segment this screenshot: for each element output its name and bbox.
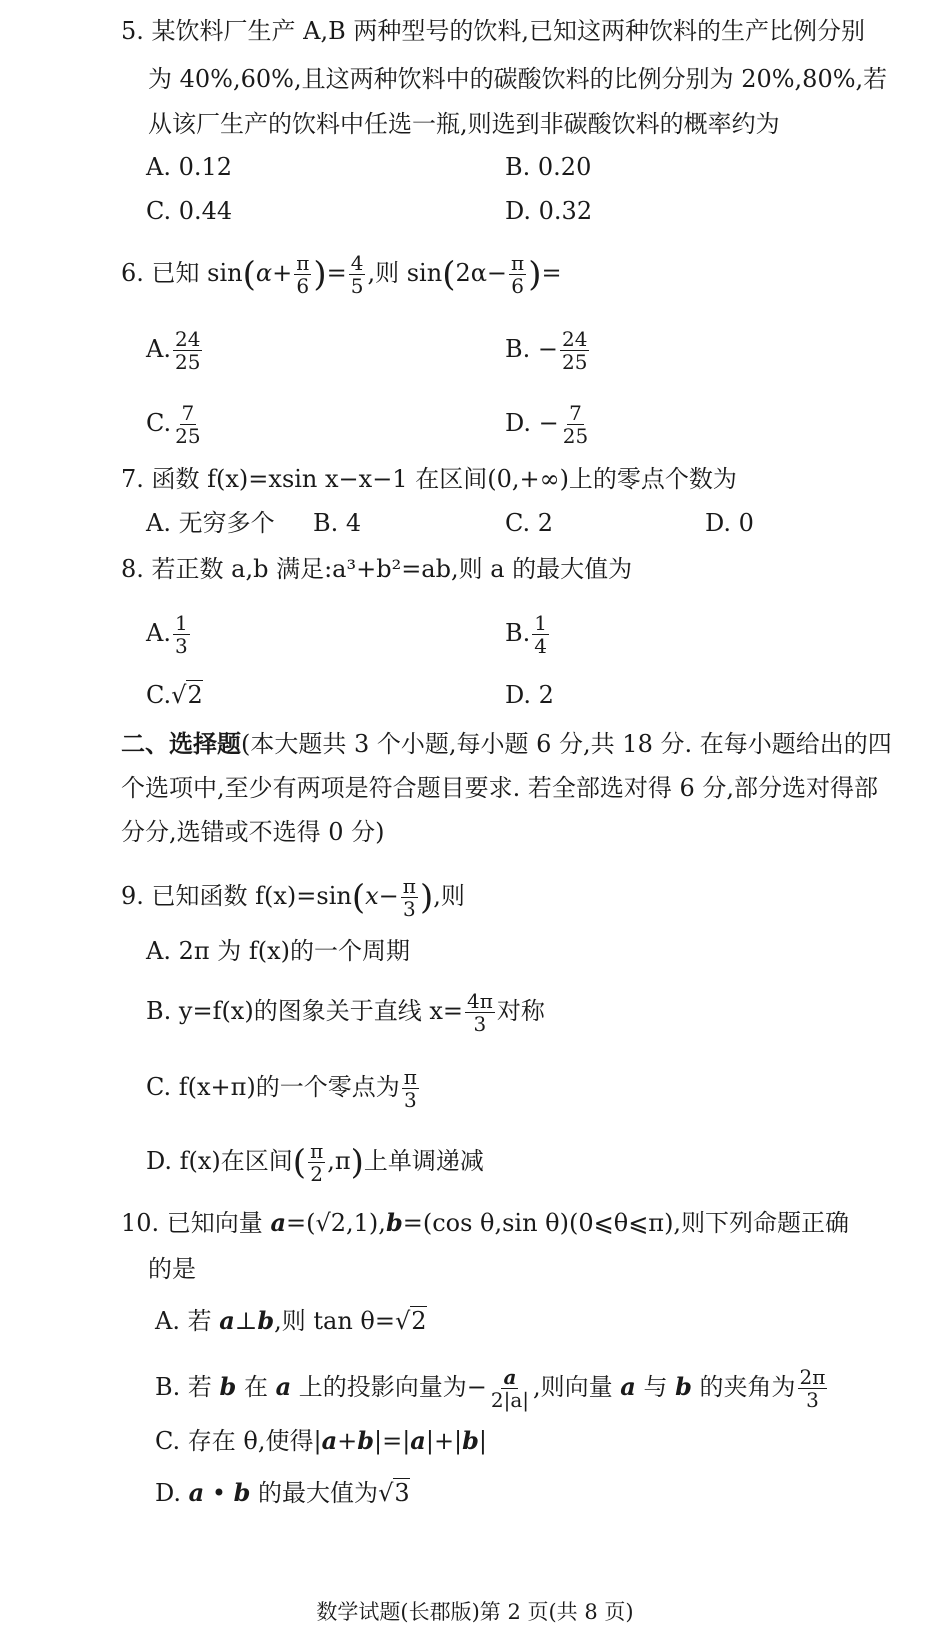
q10-option-b: B. 若 b 在 a 上的投影向量为− $\frac{a}{2|a|}$ ,则向量 a 与 b 的夹角为 $\frac{2\pi}{3}$ xyxy=(155,1365,826,1412)
q5-line1: 5. 某饮料厂生产 A,B 两种型号的饮料,已知这两种饮料的生产比例分别 xyxy=(121,17,866,45)
q8-option-b: B. $\frac{1}{4}$ xyxy=(505,611,547,658)
q10-option-a: A. 若 a⊥b,则 tan θ=√2 xyxy=(155,1306,427,1335)
q5-option-d: D. 0.32 xyxy=(505,197,593,225)
q8-option-d: D. 2 xyxy=(505,681,554,709)
q5-line3: 从该厂生产的饮料中任选一瓶,则选到非碳酸饮料的概率约为 xyxy=(148,110,780,138)
q6-stem: 6. 已知 sin(α+ $\frac{\pi}{6}$ )= $\frac{4}{5}$ ,则 sin(2α− $\frac{\pi}{6}$ )= xyxy=(121,251,562,298)
q7-option-d: D. 0 xyxy=(705,509,754,537)
q9-option-b: B. y=f(x)的图象关于直线 x= $\frac{4\pi}{3}$ 对称 xyxy=(146,989,545,1036)
q8-stem: 8. 若正数 a,b 满足:a³+b²=ab,则 a 的最大值为 xyxy=(121,555,633,583)
q6-option-d: D. − $\frac{7}{25}$ xyxy=(505,401,589,448)
q6-option-b: B. − $\frac{24}{25}$ xyxy=(505,327,588,374)
section2-header: 二、选择题(本大题共 3 个小题,每小题 6 分,共 18 分. 在每小题给出的四 xyxy=(121,729,892,758)
q8-option-a: A. $\frac{1}{3}$ xyxy=(146,611,188,658)
q10-line2: 的是 xyxy=(148,1255,196,1283)
q9-option-d: D. f(x)在区间( $\frac{\pi}{2}$ ,π)上单调递减 xyxy=(146,1139,484,1186)
q8-option-c: C.√2 xyxy=(146,681,203,709)
q6-option-a: A. $\frac{24}{25}$ xyxy=(146,327,201,374)
section2-title: 二、选择题 xyxy=(121,729,241,758)
q10-option-c: C. 存在 θ,使得|a+b|=|a|+|b| xyxy=(155,1426,488,1455)
q5-option-c: C. 0.44 xyxy=(146,197,233,225)
q7-stem: 7. 函数 f(x)=xsin x−x−1 在区间(0,+∞)上的零点个数为 xyxy=(121,465,737,493)
q10-option-d: D. a • b 的最大值为√3 xyxy=(155,1478,410,1507)
q7-option-b: B. 4 xyxy=(313,509,362,537)
section2-line2: 个选项中,至少有两项是符合题目要求. 若全部选对得 6 分,部分选对得部 xyxy=(121,774,879,802)
q9-option-a: A. 2π 为 f(x)的一个周期 xyxy=(146,937,411,965)
section2-line3: 分分,选错或不选得 0 分) xyxy=(121,818,385,846)
q9-stem: 9. 已知函数 f(x)=sin(x− $\frac{\pi}{3}$ ),则 xyxy=(121,874,465,921)
q9-option-c: C. f(x+π)的一个零点为 $\frac{\pi}{3}$ xyxy=(146,1065,417,1112)
q7-option-c: C. 2 xyxy=(505,509,554,537)
page-footer: 数学试题(长郡版)第 2 页(共 8 页) xyxy=(316,1600,634,1624)
q5-option-a: A. 0.12 xyxy=(146,153,233,181)
q5-line2: 为 40%,60%,且这两种饮料中的碳酸饮料的比例分别为 20%,80%,若 xyxy=(148,65,888,93)
q6-option-c: C. $\frac{7}{25}$ xyxy=(146,401,201,448)
q7-option-a: A. 无穷多个 xyxy=(146,509,275,537)
q10-line1: 10. 已知向量 a=(√2,1),b=(cos θ,sin θ)(0⩽θ⩽π),则下列命题正确 xyxy=(121,1208,850,1237)
q5-option-b: B. 0.20 xyxy=(505,153,592,181)
